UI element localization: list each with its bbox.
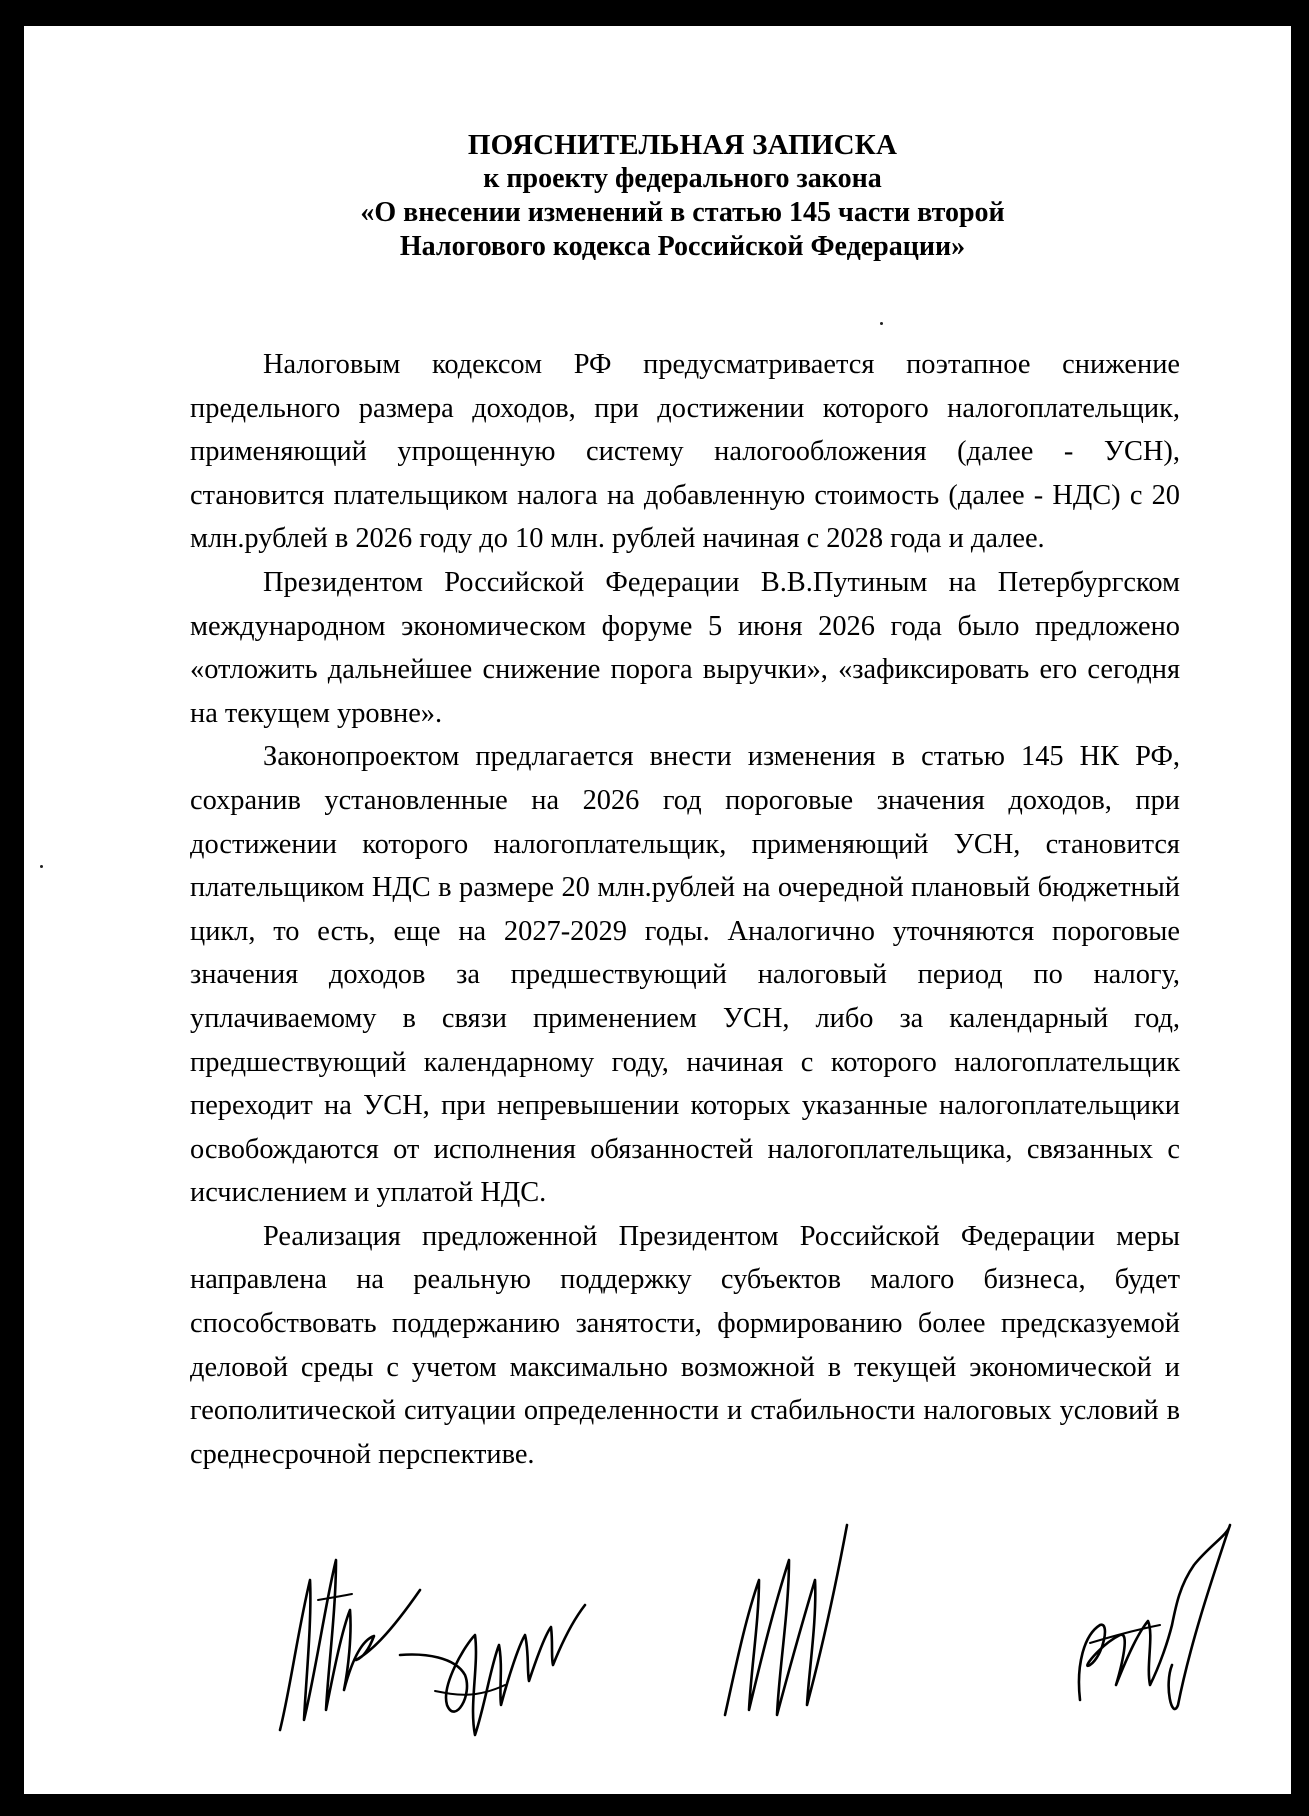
signature-3 [715, 1520, 855, 1730]
document-subtitle-line-3: Налогового кодекса Российской Федерации» [399, 231, 966, 262]
paragraph-2: Президентом Российской Федерации В.В.Путиным на Петербургском международном экономическом форуме 5 июня 2026 года было предложено «отложить дальнейшее снижение порога выручки», «зафиксировать его сегодня на текущем уровне». [190, 566, 1180, 729]
paragraph-1: Налоговым кодексом РФ предусматривается поэтапное снижение предельного размера доходов, при достижении которого налогоплательщик, применяющий упрощенную систему налогообложения (далее - УСН), становится плательщиком налога на добавленную стоимость (далее - НДС) с 20 млн.рублей в 2026 году до 10 млн. рублей начиная с 2028 года и далее. [190, 349, 1180, 555]
paragraph-4: Реализация предложенной Президентом Российской Федерации меры направлена на реальную поддержку субъектов малого бизнеса, будет способствовать поддержанию занятости, формированию более предсказуемой деловой среды с учетом максимально возможной в текущей экономической и геополитической ситуации определенности и стабильности налоговых условий в среднесрочной перспективе. [190, 1220, 1180, 1470]
signature-block [0, 1510, 1309, 1750]
scan-edge-mark [22, 1690, 24, 1740]
document-body [190, 343, 1180, 1476]
scan-speck [40, 865, 43, 868]
document-title: ПОЯСНИТЕЛЬНАЯ ЗАПИСКА [467, 129, 898, 161]
document-header [0, 128, 1309, 264]
paragraph-3: Законопроектом предлагается внести изменения в статью 145 НК РФ, сохранив установленные на 2026 год пороговые значения доходов, при достижении которого налогоплательщик, применяющий УСН, становится плательщиком НДС в размере 20 млн.рублей на очередной плановый бюджетный цикл, то есть, еще на 2027-2029 годы. Аналогично уточняются пороговые значения доходов за предшествующий налоговый период по налогу, уплачиваемому в связи применением УСН, либо за календарный год, предшествующий календарному году, начиная с которого налогоплательщик переходит на УСН, при непревышении которых указанные налогоплательщики освобождаются от исполнения обязанностей налогоплательщика, связанных с исчислением и уплатой НДС. [190, 741, 1180, 1209]
signature-2 [395, 1595, 595, 1745]
signature-4 [1060, 1525, 1235, 1725]
scan-speck [880, 322, 883, 325]
document-subtitle-line-1: к проекту федерального закона [483, 163, 882, 194]
document-subtitle-line-2: «О внесении изменений в статью 145 части второй [360, 197, 1005, 228]
